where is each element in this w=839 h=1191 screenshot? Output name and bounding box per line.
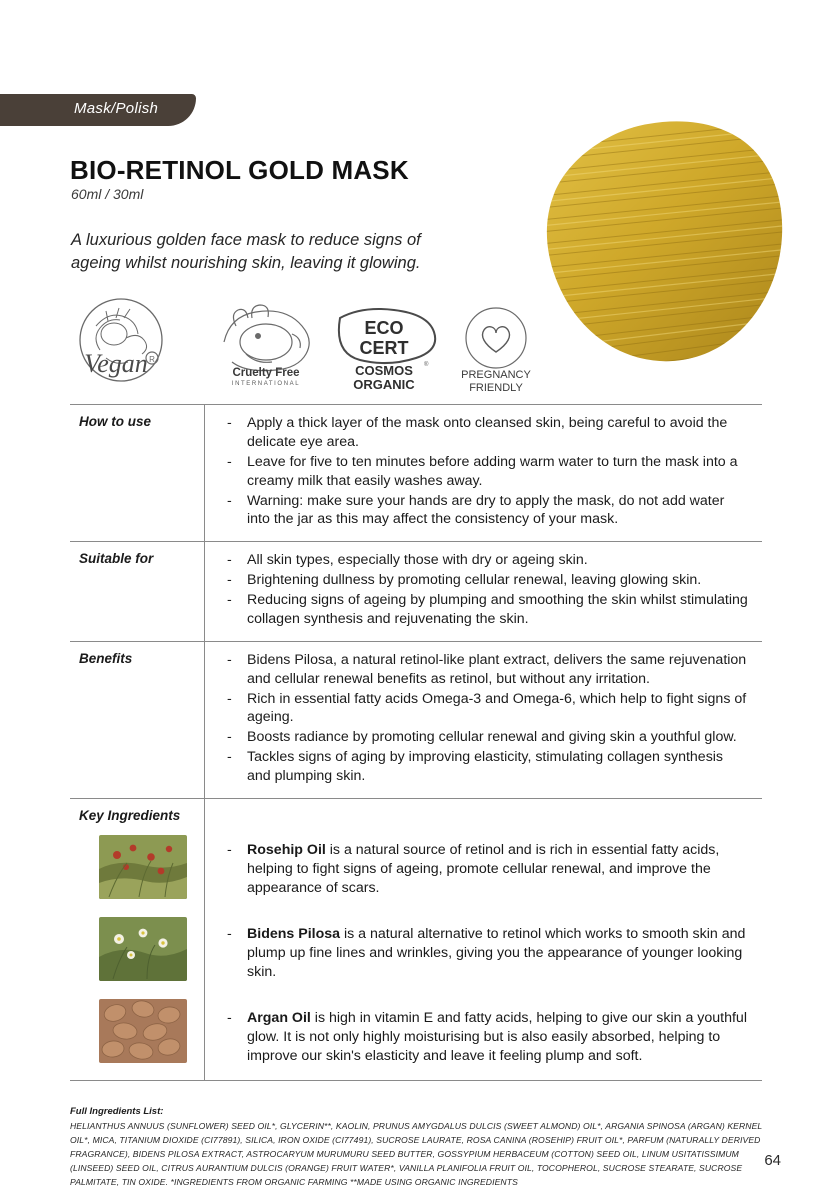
- svg-text:ECO: ECO: [364, 318, 404, 338]
- svg-text:R: R: [149, 355, 155, 364]
- key-ingredient-text: is a natural source of retinol and is rich in essential fatty acids, helping to fight signs of ageing, promote cellular renewal, and improve the appearance of scars.: [247, 841, 720, 896]
- rosehip-photo: [99, 835, 187, 899]
- row-body-benefits: [205, 642, 762, 798]
- key-ingredient-item: [223, 841, 750, 898]
- vegan-badge-label: Vegan: [84, 349, 148, 378]
- product-description: A luxurious golden face mask to reduce signs of ageing whilst nourishing skin, leaving it glowing.: [71, 231, 421, 272]
- pregnancy-friendly-badge: [438, 306, 558, 394]
- ecocert-label-cosmos: COSMOS: [355, 363, 413, 378]
- cruelty-free-badge: [206, 298, 326, 394]
- row-body-how-to-use: [205, 405, 762, 541]
- key-ingredient-name: Argan Oil: [247, 1010, 311, 1027]
- page-title: BIO-RETINOL GOLD MASK: [70, 155, 409, 185]
- category-tag-label: Mask/Polish: [74, 100, 159, 117]
- list-item: - Rich in essential fatty acids Omega-3 and Omega-6, which help to fight signs of ageing.: [223, 690, 750, 728]
- list-item: - Warning: make sure your hands are dry to apply the mask, do not add water into the jar as this may affect the consistency of your mask.: [223, 492, 750, 530]
- list-item: - Reducing signs of ageing by plumping and smoothing the skin whilst stimulating collagen synthesis and rejuvenating the skin.: [223, 591, 750, 629]
- table-row-key-ingredients: [70, 799, 762, 1080]
- key-ingredient-name: Rosehip Oil: [247, 841, 326, 858]
- row-body-suitable-for: [205, 542, 762, 641]
- category-tag: [0, 94, 200, 126]
- list-item: - Leave for five to ten minutes before adding warm water to turn the mask into a creamy milk that easily washes away.: [223, 453, 750, 491]
- full-ingredients-text: HELIANTHUS ANNUUS (SUNFLOWER) SEED OIL*, GLYCERIN**, KAOLIN, PRUNUS AMYGDALUS DULCIS (SWEET ALMOND) OIL*, ARGANIA SPINOSA (ARGAN) KERNEL OIL*, MICA, TITANIUM DIOXIDE (CI77891), SILICA, IRON OXIDE (CI77491), SUCROSE LAURATE, ROSA CANINA (ROSEHIP) FRUIT OIL*, PARFUM (NATURALLY DERIVED FRAGRANCE), BIDENS PILOSA EXTRACT, ASTROCARYUM MURUMURU SEED BUTTER, GOSSYPIUM HERBACEUM (COTTON) SEED OIL, LINUM USITATISSIMUM (LINSEED) SEED OIL, CITRUS AURANTIUM DULCIS (ORANGE) FRUIT WATER*, VANILLA PLANIFOLIA FRUIT OIL, TOCOPHEROL, SUCROSE STEARATE, SUCROSE PALMITATE, TIN OXIDE. *INGREDIENTS FROM ORGANIC FARMING **MADE USING ORGANIC INGREDIENTS: [70, 1121, 763, 1187]
- row-body-key-ingredients: [205, 799, 762, 1080]
- list-item: - Bidens Pilosa, a natural retinol-like plant extract, delivers the same rejuvenation and cellular renewal benefits as retinol, but without any irritation.: [223, 651, 750, 689]
- row-label-suitable-for: Suitable for: [70, 542, 205, 641]
- list-item: - Apply a thick layer of the mask onto cleansed skin, being careful to avoid the delicate eye area.: [223, 414, 750, 452]
- argan-nuts-photo: [99, 999, 187, 1063]
- certification-badges: [66, 296, 536, 396]
- list-item: - Brightening dullness by promoting cellular renewal, leaving glowing skin.: [223, 571, 750, 590]
- key-ingredient-item: [223, 925, 750, 982]
- pregnancy-friendly-label-1: PREGNANCY: [461, 369, 531, 381]
- row-label-key-ingredients: Key Ingredients: [79, 807, 181, 823]
- key-ingredient-text: is a natural alternative to retinol which works to smooth skin and plump up fine lines and wrinkles, giving you the appearance of younger looking skin.: [247, 925, 746, 981]
- pregnancy-friendly-label-2: FRIENDLY: [469, 382, 523, 394]
- cruelty-free-label: Cruelty Free: [232, 367, 300, 379]
- key-ingredient-item: [223, 1009, 750, 1066]
- full-ingredients-title: Full Ingredients List:: [70, 1106, 164, 1117]
- svg-text:®: ®: [424, 362, 429, 368]
- table-row-how-to-use: [70, 405, 762, 542]
- list-item: - All skin types, especially those with dry or ageing skin.: [223, 551, 750, 570]
- table-row-benefits: [70, 642, 762, 799]
- product-sizes: 60ml / 30ml: [71, 186, 144, 202]
- row-label-key-ingredients-cell: [70, 799, 205, 1080]
- row-label-benefits: Benefits: [70, 642, 205, 798]
- cruelty-free-sub: INTERNATIONAL: [231, 381, 301, 387]
- key-ingredient-text: is high in vitamin E and fatty acids, helping to give our skin a youthful glow. It is not only highly moisturising but is also easily absorbed, helping to improve our skin's elasticity and leave it feeling plump and soft.: [247, 1010, 747, 1065]
- ecocert-label-organic: ORGANIC: [353, 377, 415, 392]
- list-item: - Boosts radiance by promoting cellular renewal and giving skin a youthful glow.: [223, 728, 750, 747]
- row-label-how-to-use: How to use: [70, 405, 205, 541]
- vegan-badge: [66, 296, 186, 392]
- bidens-pilosa-photo: [99, 917, 187, 981]
- product-info-table: [70, 404, 762, 1081]
- page-number: 64: [764, 1152, 781, 1169]
- key-ingredient-name: Bidens Pilosa: [247, 925, 341, 942]
- svg-text:CERT: CERT: [359, 338, 409, 358]
- list-item: - Tackles signs of aging by improving elasticity, stimulating collagen synthesis and plumping skin.: [223, 748, 750, 786]
- table-row-suitable-for: [70, 542, 762, 642]
